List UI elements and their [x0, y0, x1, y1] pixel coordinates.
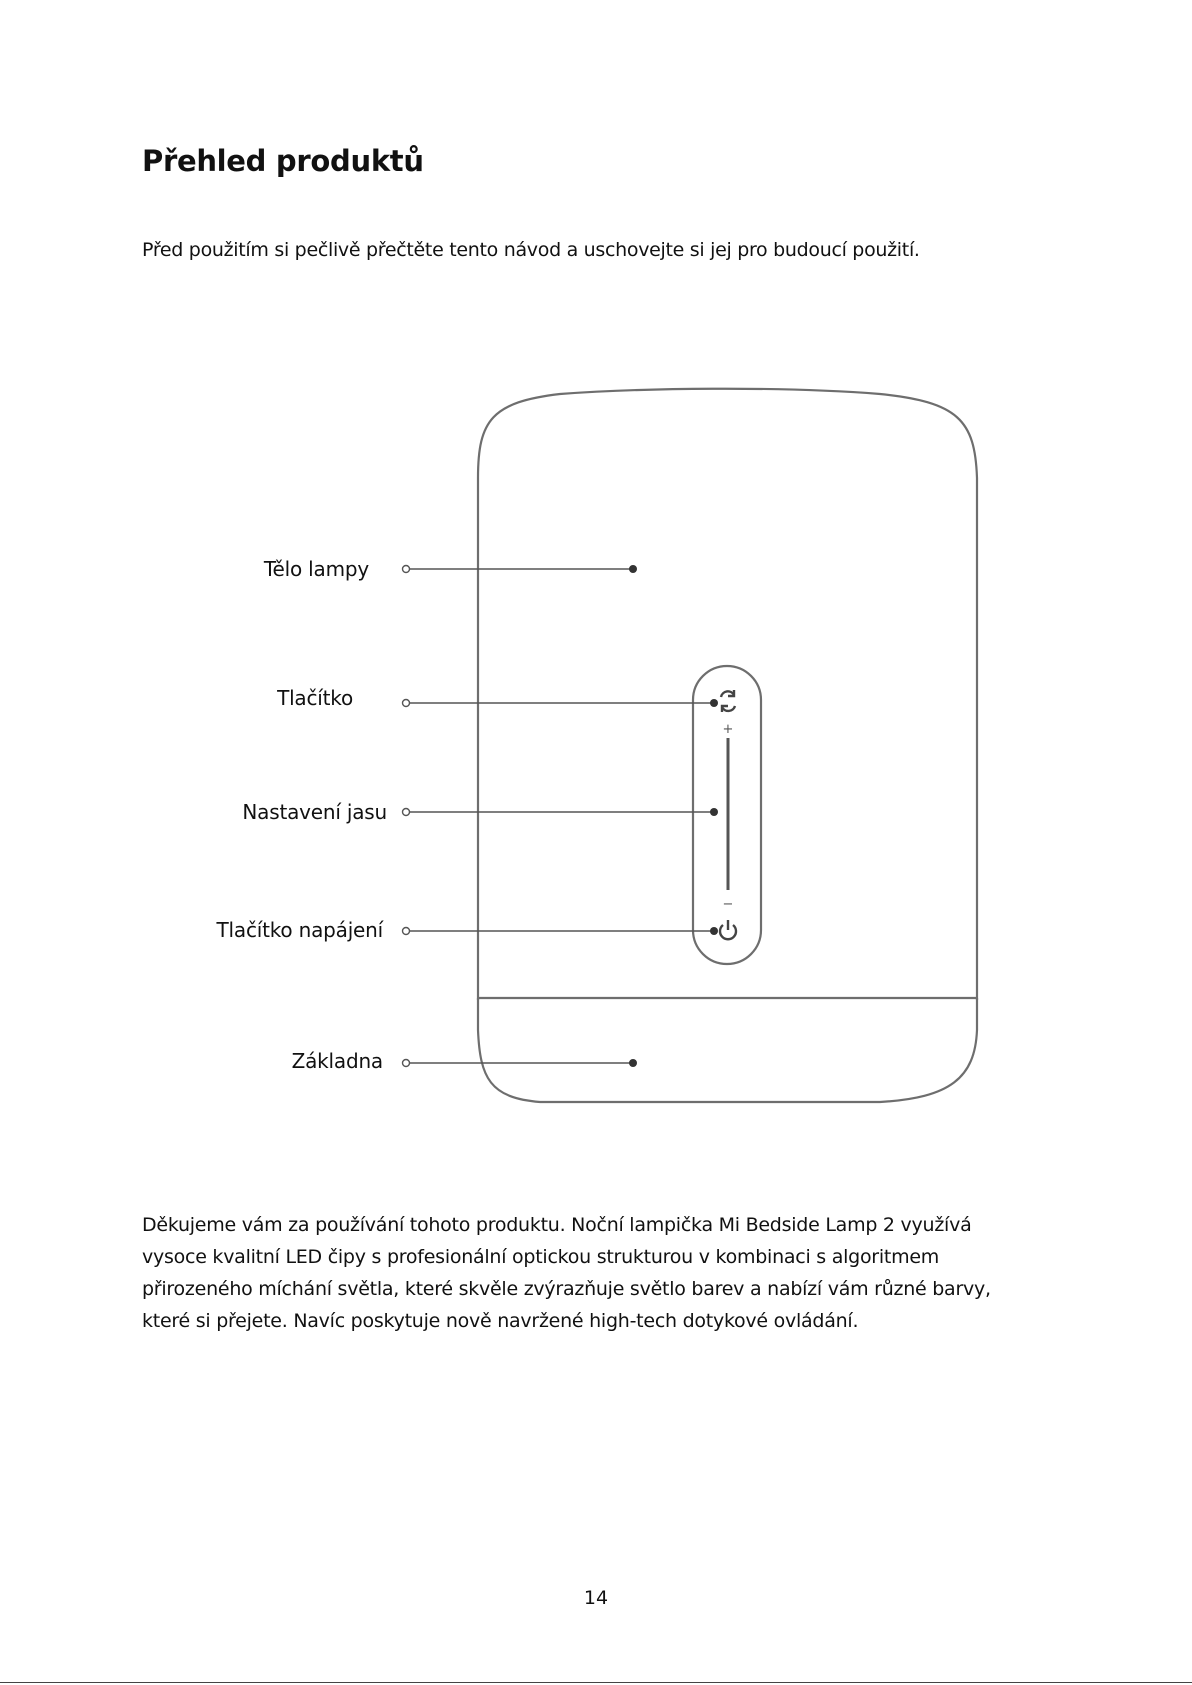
paragraph-line: které si přejete. Navíc poskytuje nově navržené high-tech dotykové ovládání.	[142, 1310, 859, 1332]
label-brightness: Nastavení jasu	[242, 800, 387, 824]
control-panel	[693, 666, 761, 964]
callout-open-dots	[403, 566, 410, 1067]
slider-plus-mark: +	[722, 722, 734, 737]
power-icon[interactable]	[720, 920, 736, 939]
label-power-button: Tlačítko napájení	[216, 918, 383, 942]
description-paragraph	[142, 1209, 1052, 1337]
page-number: 14	[583, 1587, 609, 1609]
callout-end-dots	[629, 565, 718, 1067]
paragraph-line: přirozeného míchání světla, které skvěle zvýrazňuje světlo barev a nabízí vám různé barvy,	[142, 1278, 991, 1300]
label-base: Základna	[291, 1049, 383, 1073]
color-switch-icon[interactable]	[721, 690, 735, 712]
page-title: Přehled produktů	[142, 144, 424, 178]
paragraph-line: Děkujeme vám za používání tohoto produktu. Noční lampička Mi Bedside Lamp 2 využívá	[142, 1214, 972, 1236]
intro-text: Před použitím si pečlivě přečtěte tento návod a uschovejte si jej pro budoucí použití.	[142, 239, 920, 261]
callout-lines	[410, 569, 713, 1063]
label-lamp-body: Tělo lampy	[263, 557, 369, 581]
paragraph-line: vysoce kvalitní LED čipy s profesionální optickou strukturou v kombinaci s algoritmem	[142, 1246, 940, 1268]
slider-minus-mark: −	[722, 897, 734, 912]
footer-divider	[0, 1682, 1192, 1683]
label-button: Tlačítko	[277, 686, 353, 710]
